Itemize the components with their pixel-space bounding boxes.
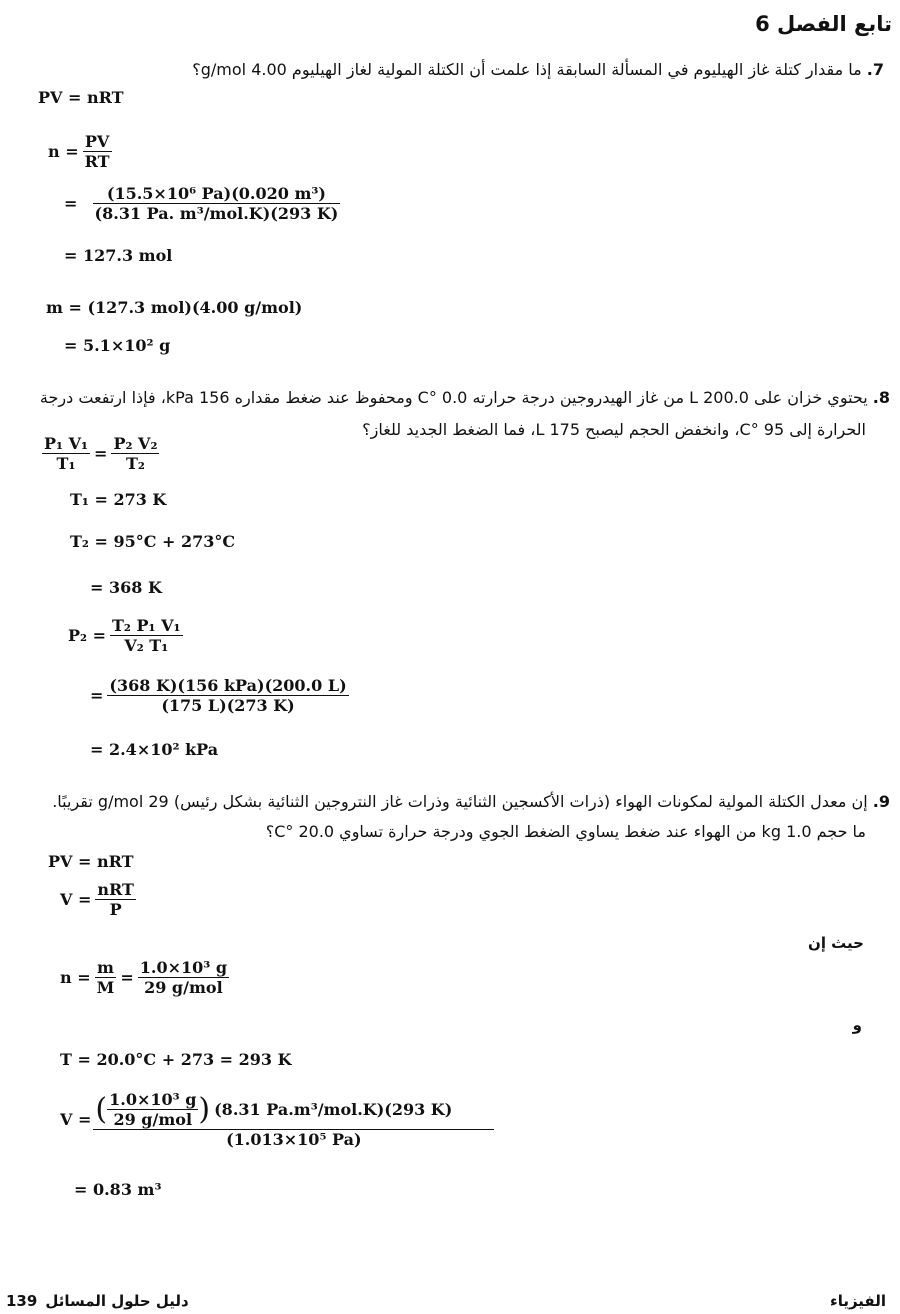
denominator: (8.31 Pa. m³/mol.K)(293 K) — [94, 204, 339, 223]
left-paren: ( — [95, 1091, 108, 1127]
denominator: V₂ T₁ — [124, 636, 169, 655]
chapter-title: تابع الفصل 6 — [755, 12, 892, 36]
numerator: 1.0×10³ g — [139, 958, 228, 977]
numerator — [93, 1090, 494, 1130]
fraction — [93, 184, 341, 223]
equation-lhs: n = — [60, 968, 91, 987]
expression: (8.31 Pa.m³/mol.K)(293 K) — [214, 1100, 453, 1119]
equation-lhs: n = — [48, 142, 79, 161]
equation: = 368 K — [90, 578, 162, 597]
fraction — [95, 880, 136, 919]
question-number: 8. — [872, 388, 890, 407]
fraction — [107, 676, 348, 715]
numerator: (368 K)(156 kPa)(200.0 L) — [109, 676, 347, 695]
numerator: nRT — [97, 880, 134, 899]
fraction — [83, 132, 112, 171]
question-number: 9. — [872, 792, 890, 811]
numerator: PV — [83, 132, 112, 152]
question-8 — [0, 388, 890, 408]
question-text: ما مقدار كتلة غاز الهيليوم في المسألة السابقة إذا علمت أن الكتلة المولية لغاز الهيليوم 4.00 g/mol؟ — [192, 60, 862, 79]
equation — [48, 132, 112, 171]
denominator: M — [96, 978, 115, 997]
denominator: T₁ — [56, 454, 76, 473]
fraction — [42, 434, 90, 473]
numerator: P₁ V₁ — [44, 434, 89, 453]
question-7 — [24, 60, 884, 80]
equation-lhs: P₂ = — [68, 626, 107, 645]
question-text: الحرارة إلى 95 °C، وانخفض الحجم ليصبح 175 L، فما الضغط الجديد للغاز؟ — [362, 420, 866, 439]
denominator: RT — [84, 152, 110, 171]
equation: T₂ = 95°C + 273°C — [70, 532, 236, 551]
equals-sign: = — [64, 194, 89, 213]
right-paren: ) — [198, 1091, 211, 1127]
equation — [90, 676, 349, 715]
equation: m = (127.3 mol)(4.00 g/mol) — [46, 298, 303, 317]
equation — [64, 184, 340, 223]
question-9 — [0, 792, 890, 812]
fraction — [93, 1090, 494, 1149]
equation: = 5.1×10² g — [64, 336, 171, 355]
denominator: (175 L)(273 K) — [161, 696, 295, 715]
numerator: (15.5×10⁶ Pa)(0.020 m³) — [93, 184, 341, 204]
fraction — [107, 1090, 198, 1129]
footer-left — [6, 1292, 189, 1310]
numerator: P₂ V₂ — [113, 434, 158, 453]
equation: = 127.3 mol — [64, 246, 173, 265]
footer-subject: الفيزياء — [830, 1292, 886, 1310]
equation: T₁ = 273 K — [70, 490, 167, 509]
equation: = 2.4×10² kPa — [90, 740, 219, 759]
where-label: حيث إن — [808, 934, 864, 952]
equation — [60, 958, 229, 997]
equals-sign: = — [90, 686, 104, 705]
question-text: إن معدل الكتلة المولية لمكونات الهواء (ذرات الأكسجين الثنائية وذرات غاز النتروجين الثنائية بشكل رئيس) 29 g/mol تقريبًا. — [52, 792, 868, 811]
denominator: (1.013×10⁵ Pa) — [226, 1130, 362, 1149]
denominator: P — [109, 900, 122, 919]
equation — [68, 616, 183, 655]
denominator: 29 g/mol — [144, 978, 223, 997]
page-number: 139 — [6, 1292, 38, 1310]
numerator: m — [95, 958, 117, 978]
fraction — [95, 958, 117, 997]
equals-sign: = — [94, 444, 108, 463]
equation — [42, 434, 159, 473]
denominator: T₂ — [125, 454, 145, 473]
equation: PV = nRT — [48, 852, 134, 871]
fraction — [138, 958, 229, 997]
equation: PV = nRT — [38, 88, 124, 107]
equation — [60, 880, 136, 919]
footer-book-title: دليل حلول المسائل — [45, 1292, 189, 1310]
denominator: 29 g/mol — [113, 1110, 193, 1129]
numerator: T₂ P₁ V₁ — [112, 616, 181, 635]
equation-lhs: V = — [60, 1110, 92, 1129]
question-text: ما حجم 1.0 kg من الهواء عند ضغط يساوي الضغط الجوي ودرجة حرارة تساوي 20.0 °C؟ — [265, 822, 866, 841]
numerator: 1.0×10³ g — [109, 1090, 197, 1109]
question-number: 7. — [866, 60, 884, 79]
equation — [60, 1090, 494, 1149]
equation: = 0.83 m³ — [74, 1180, 162, 1199]
equals-sign: = — [120, 968, 134, 987]
equation: T = 20.0°C + 273 = 293 K — [60, 1050, 292, 1069]
fraction — [110, 616, 183, 655]
fraction — [111, 434, 159, 473]
question-9-continued — [6, 822, 866, 842]
and-label: و — [852, 1016, 862, 1034]
equation-lhs: V = — [60, 890, 92, 909]
question-text: يحتوي خزان على 200.0 L من غاز الهيدروجين درجة حرارته 0.0 °C ومحفوظ عند ضغط مقداره 156 kPa، فإذا ارتفعت درجة — [39, 388, 868, 407]
